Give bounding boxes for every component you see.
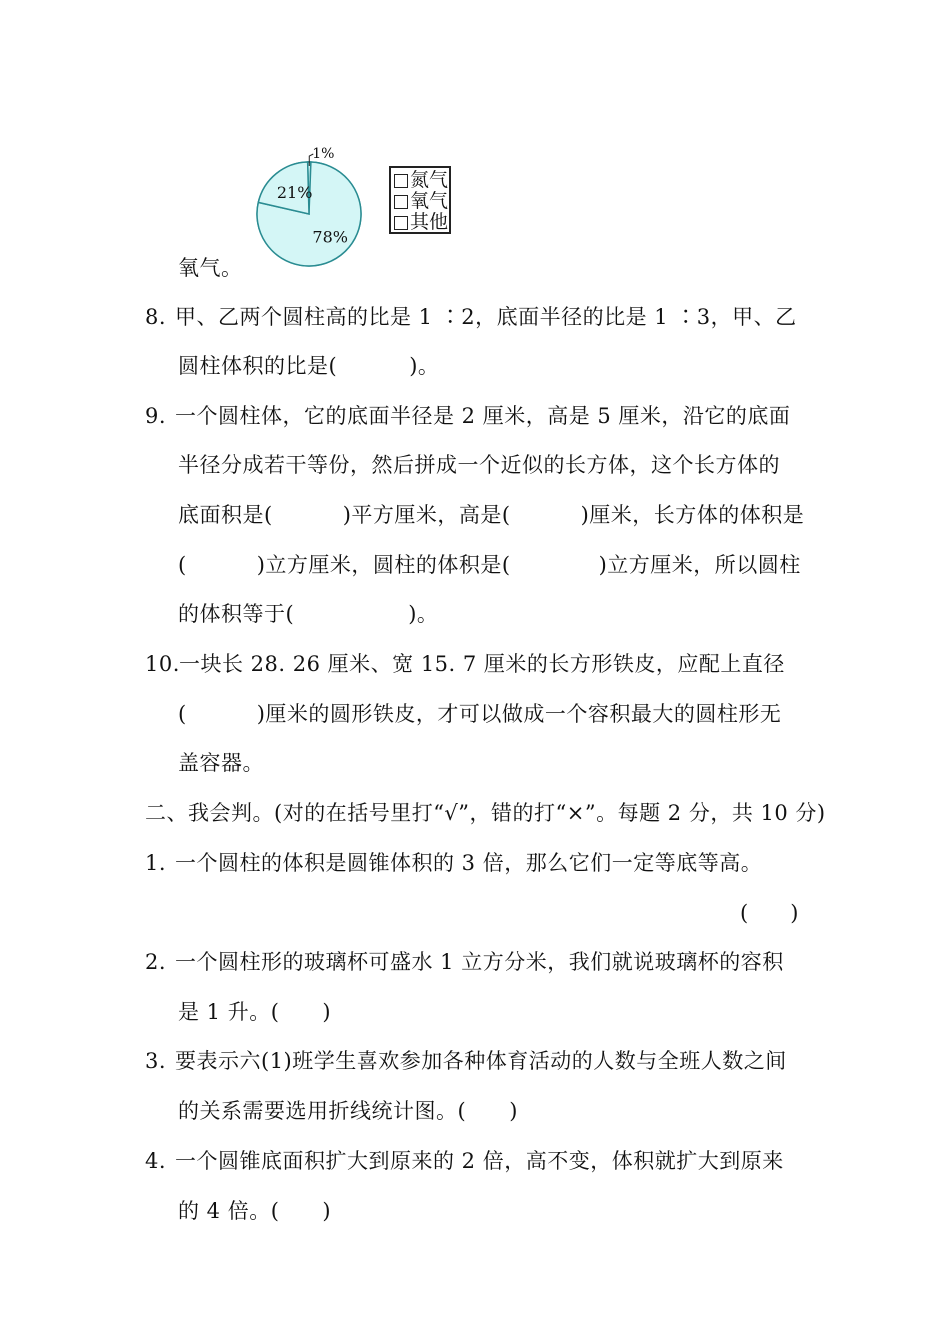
question-9-line-1 <box>145 402 790 430</box>
question-text: ( <box>178 553 187 577</box>
question-number: 2. <box>145 950 167 974</box>
question-text: 要表示六(1)班学生喜欢参加各种体育活动的人数与全班人数之间 <box>175 1049 787 1073</box>
judge-2-line-1 <box>145 948 784 976</box>
question-9-line-2: 半径分成若干等份，然后拼成一个近似的长方体，这个长方体的 <box>178 453 780 477</box>
judge-2-line-2: 是 1 升。( ) <box>178 1000 332 1024</box>
question-number: 9. <box>145 404 167 428</box>
section-2-title: 二、我会判。(对的在括号里打“√”，错的打“×”。每题 2 分，共 10 分) <box>145 801 826 825</box>
question-text: 一个圆柱形的玻璃杯可盛水 1 立方分米，我们就说玻璃杯的容积 <box>175 950 784 974</box>
question-9-line-5 <box>178 600 438 628</box>
judge-1-line-1 <box>145 849 762 877</box>
question-9-line-4 <box>178 551 801 579</box>
answer-parentheses[interactable]: ( ) <box>740 901 799 925</box>
question-text: )。 <box>409 354 440 378</box>
question-9-line-3 <box>178 501 804 529</box>
pie-label: 78% <box>312 227 348 247</box>
question-text: 的体积等于( <box>178 602 295 626</box>
question-text: 甲、乙两个圆柱高的比是 1 ∶2，底面半径的比是 1 ∶3，甲、乙 <box>175 305 797 329</box>
question-number: 8. <box>145 305 167 329</box>
question-text: 底面积是( <box>178 503 273 527</box>
question-text: ( <box>178 702 187 726</box>
previous-question-tail: 氧气。 <box>178 256 243 280</box>
legend-label: 氮气 <box>410 169 449 191</box>
pie-chart <box>238 140 368 270</box>
question-text: 一个圆柱体，它的底面半径是 2 厘米，高是 5 厘米，沿它的底面 <box>175 404 791 428</box>
question-text: )平方厘米，高是( <box>342 503 511 527</box>
question-10-line-3: 盖容器。 <box>178 751 264 775</box>
judge-3-line-2: 的关系需要选用折线统计图。( ) <box>178 1099 518 1123</box>
pie-label: 1% <box>312 146 335 163</box>
question-number: 10. <box>145 652 180 676</box>
question-number: 3. <box>145 1049 167 1073</box>
question-text: 圆柱体积的比是( <box>178 354 338 378</box>
legend-swatch <box>394 216 408 230</box>
question-text: 一块长 28. 26 厘米、宽 15. 7 厘米的长方形铁皮，应配上直径 <box>179 652 785 676</box>
question-text: 一个圆锥底面积扩大到原来的 2 倍，高不变，体积就扩大到原来 <box>175 1149 784 1173</box>
legend-label: 氧气 <box>410 190 449 212</box>
legend-swatch <box>394 195 408 209</box>
judge-4-line-2: 的 4 倍。( ) <box>178 1199 332 1223</box>
question-text: )厘米，长方体的体积是 <box>580 503 805 527</box>
legend-item <box>394 191 449 212</box>
pie-label: 21% <box>276 182 313 202</box>
question-number: 1. <box>145 851 167 875</box>
pie-chart-svg <box>238 140 368 270</box>
question-number: 4. <box>145 1149 167 1173</box>
question-8-line-1 <box>145 303 797 331</box>
judge-3-line-1 <box>145 1047 787 1075</box>
question-10-line-1 <box>145 650 785 678</box>
question-text: )。 <box>408 602 439 626</box>
legend-label: 其他 <box>410 211 449 233</box>
question-text: )厘米的圆形铁皮，才可以做成一个容积最大的圆柱形无 <box>256 702 782 726</box>
question-8-line-2 <box>178 352 439 380</box>
legend-item <box>394 170 449 191</box>
question-text: 一个圆柱的体积是圆锥体积的 3 倍，那么它们一定等底等高。 <box>175 851 763 875</box>
legend-swatch <box>394 174 408 188</box>
question-10-line-2 <box>178 700 781 728</box>
question-text: )立方厘米，圆柱的体积是( <box>256 553 511 577</box>
judge-4-line-1 <box>145 1147 784 1175</box>
chart-legend <box>389 166 451 234</box>
legend-item <box>394 212 449 233</box>
question-text: )立方厘米，所以圆柱 <box>598 553 801 577</box>
